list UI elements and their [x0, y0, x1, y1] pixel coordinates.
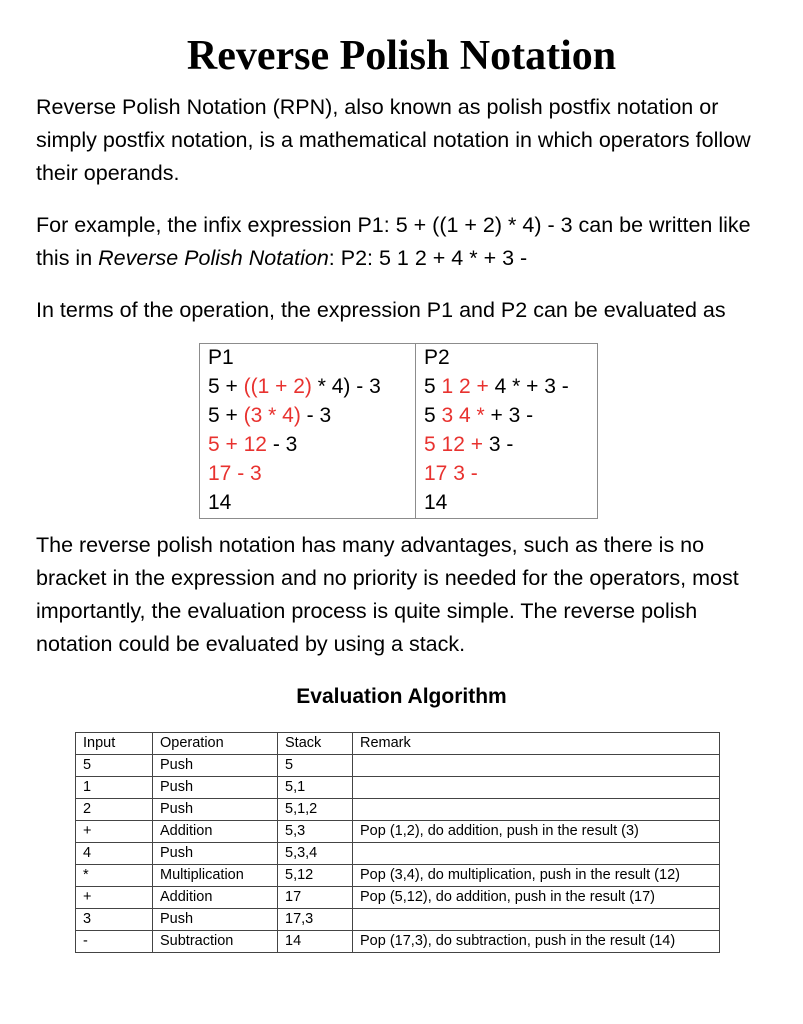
p2-step: 5 12 + 3 - [416, 431, 598, 460]
example-suffix: : P2: 5 1 2 + 4 * + 3 - [328, 246, 528, 270]
cell-remark [353, 755, 720, 777]
comparison-row [200, 402, 598, 431]
cell-stack: 5 [278, 755, 353, 777]
algorithm-title: Evaluation Algorithm [296, 685, 507, 708]
header-remark: Remark [353, 733, 720, 755]
cell-remark [353, 909, 720, 931]
cell-operation: Multiplication [153, 865, 278, 887]
p1-result: 14 [200, 489, 416, 519]
p2-step: 5 1 2 + 4 * + 3 - [416, 373, 598, 402]
table-row [76, 843, 720, 865]
cell-input: - [76, 931, 153, 953]
comparison-row [200, 460, 598, 489]
cell-operation: Push [153, 799, 278, 821]
p1-step: 5 + 12 - 3 [200, 431, 416, 460]
table-row [76, 865, 720, 887]
p1-step: 17 - 3 [200, 460, 416, 489]
table-row [76, 931, 720, 953]
table-row [76, 909, 720, 931]
example-italic: Reverse Polish Notation [98, 246, 329, 270]
cell-remark [353, 777, 720, 799]
header-input: Input [76, 733, 153, 755]
header-operation: Operation [153, 733, 278, 755]
cell-operation: Addition [153, 887, 278, 909]
algorithm-table [75, 732, 720, 953]
cell-stack: 14 [278, 931, 353, 953]
table-row [76, 755, 720, 777]
p2-step: 5 3 4 * + 3 - [416, 402, 598, 431]
comparison-header-row [200, 344, 598, 374]
header-stack: Stack [278, 733, 353, 755]
example-paragraph [36, 209, 776, 275]
comparison-row [200, 431, 598, 460]
comparison-header-p1: P1 [200, 344, 416, 374]
cell-input: 4 [76, 843, 153, 865]
cell-operation: Push [153, 843, 278, 865]
comparison-result-row [200, 489, 598, 519]
cell-remark: Pop (3,4), do multiplication, push in the result (12) [353, 865, 720, 887]
cell-stack: 5,3 [278, 821, 353, 843]
advantages-paragraph: The reverse polish notation has many advantages, such as there is no bracket in the expression and no priority is needed for the operators, most importantly, the evaluation process is quite simple. The reverse polish notation could be evaluated by using a stack. [36, 533, 739, 656]
cell-remark: Pop (17,3), do subtraction, push in the result (14) [353, 931, 720, 953]
cell-operation: Addition [153, 821, 278, 843]
table-row [76, 777, 720, 799]
cell-input: 2 [76, 799, 153, 821]
cell-stack: 17 [278, 887, 353, 909]
evaluation-intro: In terms of the operation, the expression P1 and P2 can be evaluated as [36, 298, 726, 322]
p2-result: 14 [416, 489, 598, 519]
comparison-table [199, 343, 598, 519]
comparison-row [200, 373, 598, 402]
page-title: Reverse Polish Notation [186, 33, 617, 79]
table-row [76, 887, 720, 909]
cell-stack: 5,3,4 [278, 843, 353, 865]
comparison-header-p2: P2 [416, 344, 598, 374]
cell-input: * [76, 865, 153, 887]
p2-step: 17 3 - [416, 460, 598, 489]
table-row [76, 821, 720, 843]
cell-stack: 5,1,2 [278, 799, 353, 821]
cell-input: 5 [76, 755, 153, 777]
algorithm-header-row [76, 733, 720, 755]
cell-remark [353, 799, 720, 821]
cell-operation: Subtraction [153, 931, 278, 953]
cell-input: 3 [76, 909, 153, 931]
intro-paragraph: Reverse Polish Notation (RPN), also known as polish postfix notation or simply postfix notation, is a mathematical notation in which operators follow their operands. [36, 95, 751, 185]
p1-step: 5 + ((1 + 2) * 4) - 3 [200, 373, 416, 402]
cell-operation: Push [153, 777, 278, 799]
cell-stack: 17,3 [278, 909, 353, 931]
cell-stack: 5,1 [278, 777, 353, 799]
cell-operation: Push [153, 909, 278, 931]
cell-input: + [76, 887, 153, 909]
cell-input: + [76, 821, 153, 843]
cell-operation: Push [153, 755, 278, 777]
example-prefix: For example, the infix expression P1: 5 + ((1 + 2) * 4) - 3 can be written like this in [36, 213, 751, 270]
table-row [76, 799, 720, 821]
p1-step: 5 + (3 * 4) - 3 [200, 402, 416, 431]
cell-remark [353, 843, 720, 865]
cell-stack: 5,12 [278, 865, 353, 887]
cell-input: 1 [76, 777, 153, 799]
cell-remark: Pop (5,12), do addition, push in the result (17) [353, 887, 720, 909]
cell-remark: Pop (1,2), do addition, push in the result (3) [353, 821, 720, 843]
